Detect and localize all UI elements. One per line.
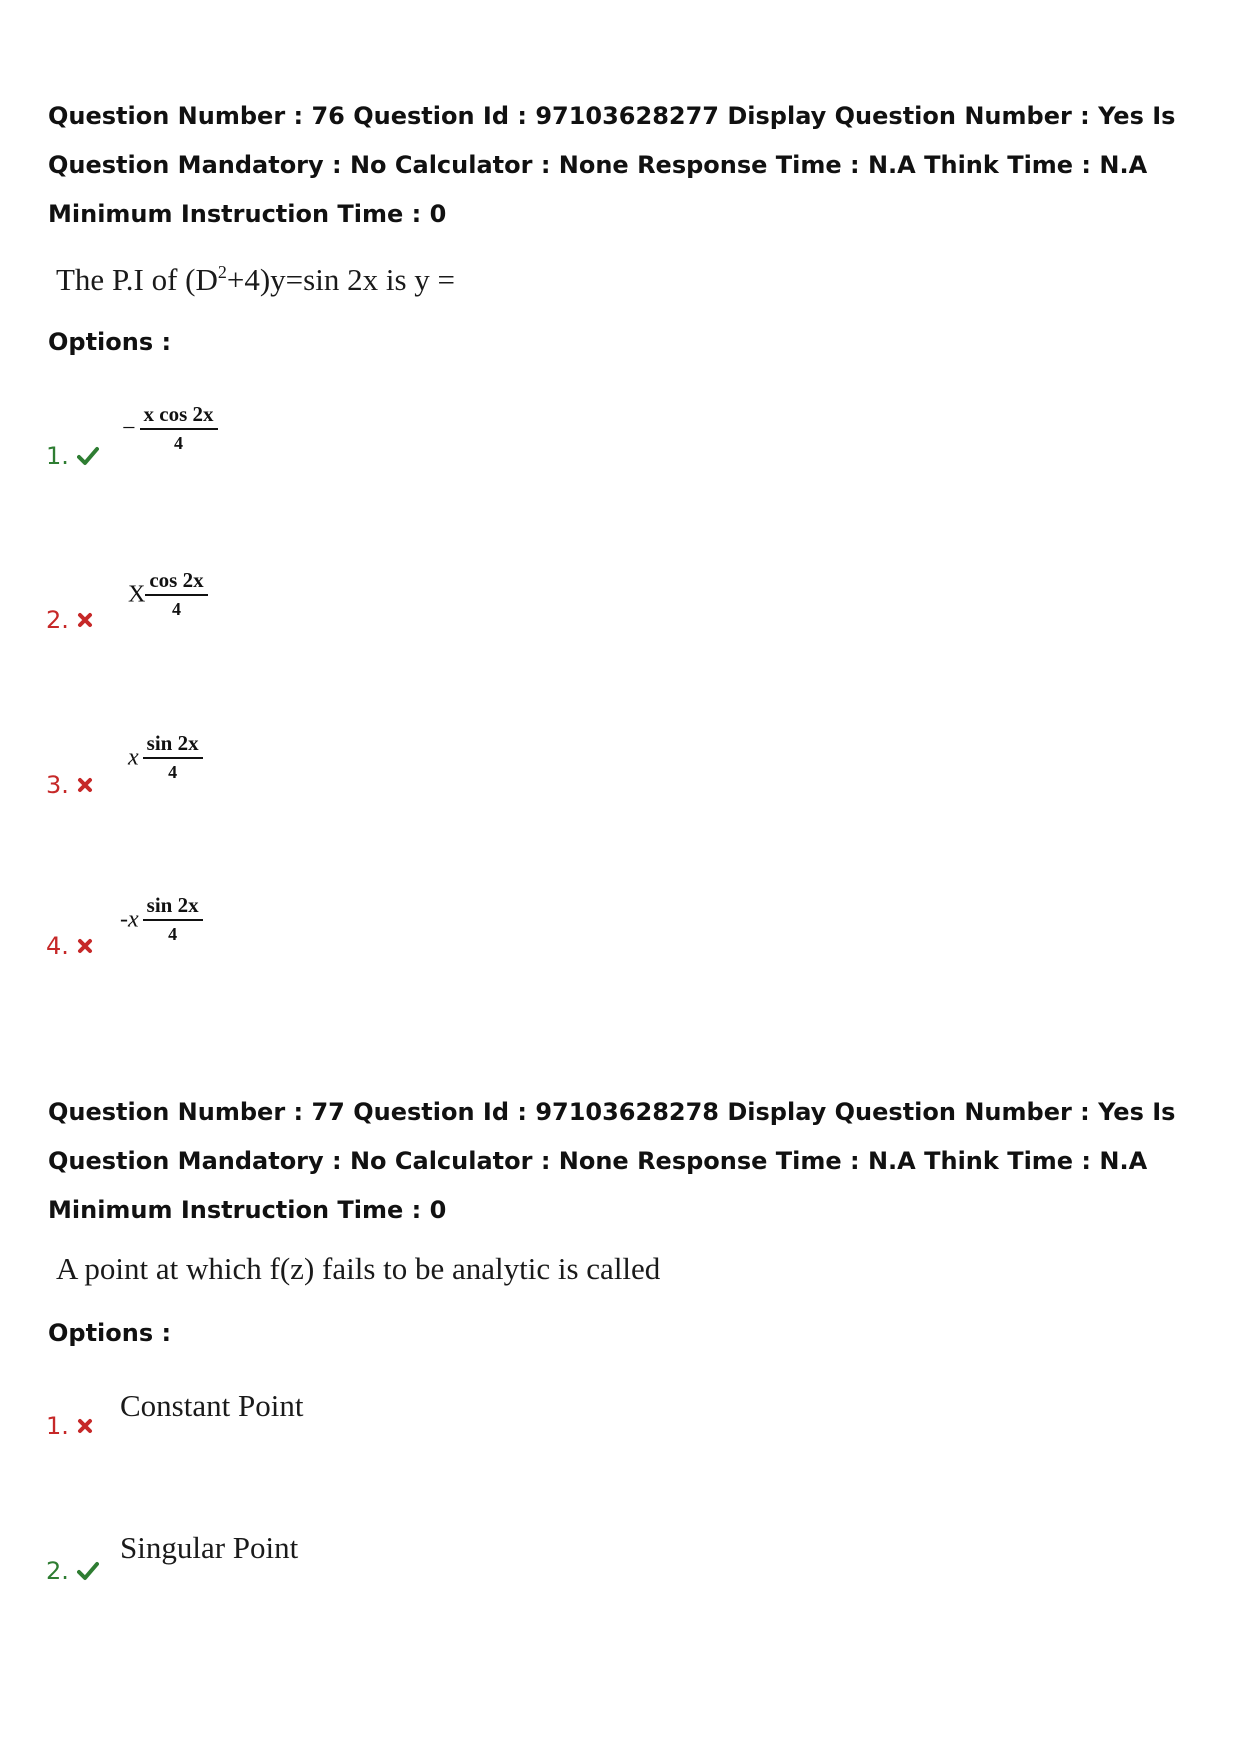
question-text-76-part2: +4)y=sin 2x is y = (226, 262, 455, 297)
option-76-2-prefix: X (128, 581, 146, 608)
option-77-1-number: 1. (46, 1412, 69, 1440)
question-meta-77: Question Number : 77 Question Id : 97103628278 Display Question Number : Yes Is Question Mandatory : No Calculator : None Response Time : N.A Think Time : N.A Minimum Instruction Time : 0 (48, 1098, 1176, 1224)
question-text-76-part1: The P.I of (D (56, 262, 218, 297)
option-77-2-text: Singular Point (120, 1530, 299, 1565)
check-icon (77, 446, 99, 466)
option-76-1-prefix: − (122, 415, 136, 442)
option-76-2-fraction (145, 568, 207, 622)
option-76-4-denominator: 4 (168, 924, 178, 944)
option-76-4-prefix: -x (120, 906, 139, 933)
option-76-4-numerator: sin 2x (143, 893, 203, 921)
option-76-3-marker (46, 771, 93, 799)
option-76-4-formula (120, 893, 203, 947)
option-76-2-marker (46, 606, 93, 634)
cross-icon (77, 1418, 93, 1434)
option-76-3-denominator: 4 (168, 762, 178, 782)
option-76-4-marker (46, 932, 93, 960)
option-77-1-text: Constant Point (120, 1388, 304, 1423)
options-label-77: Options : (48, 1319, 172, 1347)
options-label-76: Options : (48, 328, 172, 356)
cross-icon (77, 938, 93, 954)
option-77-2-number: 2. (46, 1557, 69, 1585)
option-76-2-number: 2. (46, 606, 69, 634)
question-meta-76: Question Number : 76 Question Id : 97103628277 Display Question Number : Yes Is Question Mandatory : No Calculator : None Response Time : N.A Think Time : N.A Minimum Instruction Time : 0 (48, 102, 1176, 228)
option-76-3-fraction (143, 731, 203, 785)
option-76-2-formula (128, 568, 208, 622)
cross-icon (77, 777, 93, 793)
option-76-3-numerator: sin 2x (143, 731, 203, 759)
option-76-4-number: 4. (46, 932, 69, 960)
option-76-1-fraction (140, 402, 218, 456)
option-76-1-number: 1. (46, 442, 69, 470)
question-text-77: A point at which f(z) fails to be analytic is called (56, 1251, 661, 1286)
option-76-3-prefix: x (128, 744, 139, 771)
option-76-2-numerator: cos 2x (145, 568, 207, 596)
question-text-76-superscript: 2 (217, 262, 227, 282)
option-76-1-numerator: x cos 2x (140, 402, 218, 430)
option-76-4-fraction (143, 893, 203, 947)
option-76-3-number: 3. (46, 771, 69, 799)
option-77-2-marker (46, 1557, 99, 1585)
option-76-1-marker (46, 442, 99, 470)
cross-icon (77, 612, 93, 628)
option-76-2-denominator: 4 (171, 599, 181, 619)
question-text-76 (56, 262, 455, 298)
check-icon (77, 1561, 99, 1581)
option-77-1-marker (46, 1412, 93, 1440)
option-76-3-formula (128, 731, 203, 785)
option-76-1-formula (122, 402, 218, 456)
option-76-1-denominator: 4 (174, 433, 184, 453)
